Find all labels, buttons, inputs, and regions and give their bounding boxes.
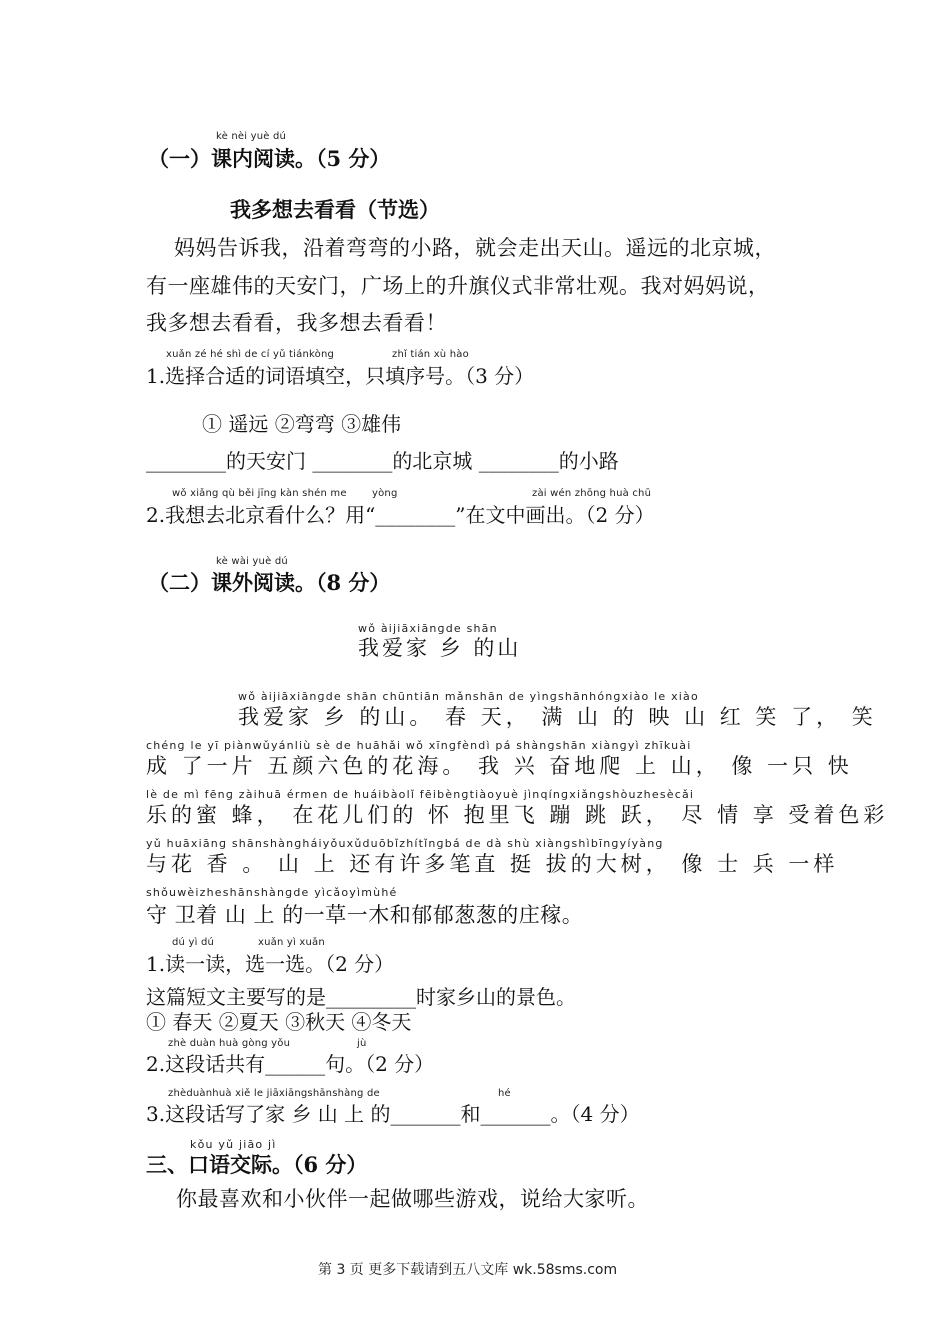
question-pinyin: xuǎn yì xuǎn [258,937,325,948]
pinyin-line: lè de mì fēnɡ zàihuā érmen de huáibàolǐ fēibènɡtiàoyuè jìnqínɡxiǎnɡshòuzhesècǎi [146,788,695,801]
passage-line: 成 了一片 五颜六色的花海。 我 兴 奋地爬 上 山， 像 一只 快 [146,754,853,778]
passage-title: 我多想去看看（节选） [230,197,440,222]
question-pinyin: zhè duàn huà gòng yǒu [168,1038,291,1049]
speaking-prompt: 你最喜欢和小伙伴一起做哪些游戏，说给大家听。 [176,1187,649,1211]
passage-title: 我爱家 乡 的山 [358,636,522,660]
question-pinyin: xuǎn zé hé shì de cí yǔ tiánkòng [166,349,335,360]
page-footer: 第 3 页 更多下载请到五八文库 wk.58sms.com [318,1262,618,1278]
heading-pinyin: kǒu yǔ jiāo jì [190,1138,277,1151]
question-3: 3.这段话写了家 乡 山 上 的_______和_______。（4 分） [146,1102,640,1126]
question-sub: 这篇短文主要写的是_________时家乡山的景色。 [146,985,576,1009]
question-pinyin: dú yì dú [172,937,215,948]
question-pinyin: hé [498,1088,511,1099]
section-heading: （二）课外阅读。（8 分） [148,570,391,595]
question-1: 1.选择合适的词语填空，只填序号。（3 分） [146,364,535,388]
question-1: 1.读一读，选一选。（2 分） [146,952,395,976]
section-heading: （一）课内阅读。（5 分） [148,146,391,171]
title-pinyin: wǒ àijiāxiānɡde shān [358,622,498,635]
question-pinyin: wǒ xiǎng qù běi jīng kàn shén me [172,488,347,499]
question-options: ① 遥远 ②弯弯 ③雄伟 [202,412,402,436]
pinyin-line: wǒ àijiāxiānɡde shān chūntiān mǎnshān de yìnɡshānhónɡxiào le xiào [238,690,699,703]
passage-line: 与花 香 。 山 上 还有许多笔直 挺 拔的大树， 像 士 兵 一样 [146,852,839,876]
passage-line: 有一座雄伟的天安门，广场上的升旗仪式非常壮观。我对妈妈说， [146,274,770,298]
question-pinyin: zài wén zhōng huà chū [532,488,652,499]
question-2: 2.这段话共有______句。（2 分） [146,1052,435,1076]
pinyin-line: chénɡ le yī piànwǔyánliù sè de huāhǎi wǒ xīnɡfèndì pá shànɡshān xiànɡyì zhīkuài [146,739,692,752]
passage-line: 妈妈告诉我，沿着弯弯的小路，就会走出天山。遥远的北京城， [174,236,776,260]
pinyin-line: yǔ huāxiānɡ shānshànɡháiyǒuxǔduōbǐzhítǐnɡbá de dà shù xiànɡshìbīnɡyíyànɡ [146,837,664,850]
passage-line: 我爱家 乡 的山。 春 天， 满 山 的 映 山 红 笑 了， 笑 [238,705,877,729]
question-options: ① 春天 ②夏天 ③秋天 ④冬天 [146,1010,412,1034]
pinyin-line: shǒuwèizheshānshànɡde yìcǎoyìmùhé [146,886,398,899]
question-pinyin: jù [357,1038,367,1049]
fill-blanks: ________的天安门 ________的北京城 ________的小路 [146,449,619,473]
passage-line: 我多想去看看，我多想去看看！ [146,311,447,335]
question-pinyin: zhǐ tián xù hào [392,349,469,360]
question-pinyin: zhèduànhuà xiě le jiāxiāngshānshàng de [168,1088,380,1099]
section-heading: 三、口语交际。（6 分） [146,1152,368,1177]
passage-line: 守 卫着 山 上 的一草一木和郁郁葱葱的庄稼。 [146,903,584,927]
passage-line: 乐的蜜 蜂， 在花儿们的 怀 抱里飞 蹦 跳 跃， 尽 情 享 受着色彩 [146,803,889,827]
heading-pinyin: kè nèi yuè dú [216,131,287,142]
question-pinyin: yòng [372,488,398,499]
question-2: 2.我想去北京看什么？用“________”在文中画出。（2 分） [146,503,655,527]
heading-pinyin: kè wài yuè dú [216,556,288,567]
